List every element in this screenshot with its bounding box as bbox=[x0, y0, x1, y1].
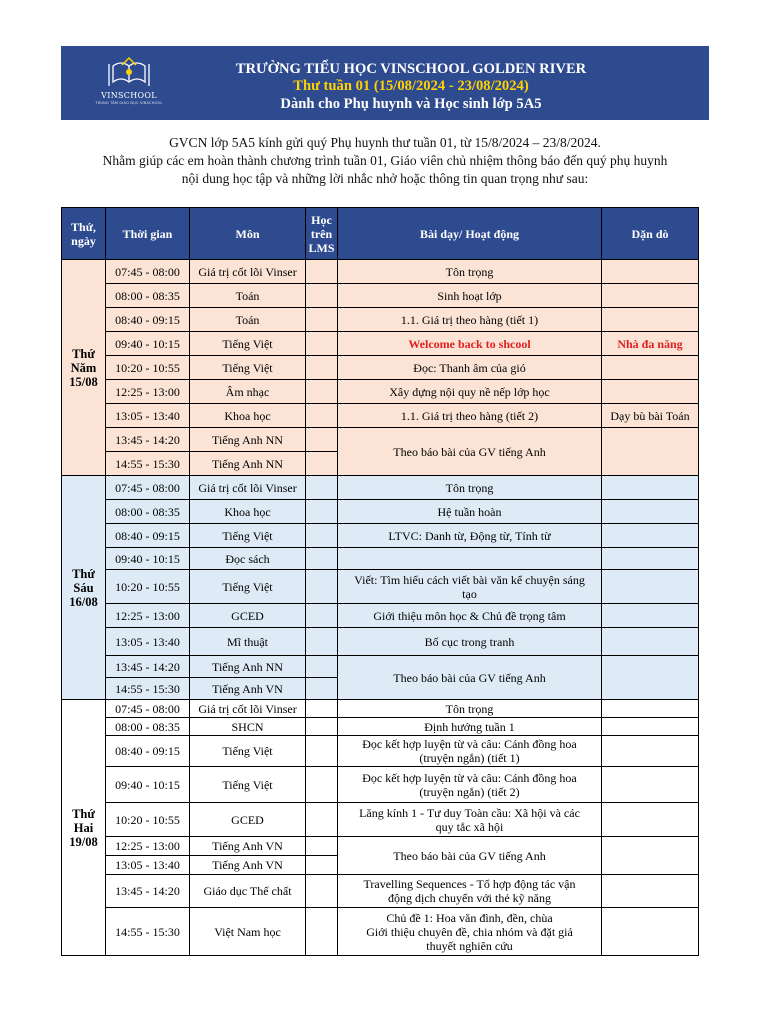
notes-cell bbox=[602, 260, 699, 284]
lms-cell bbox=[306, 452, 338, 476]
activity-cell: Tôn trọng bbox=[338, 700, 602, 718]
notes-cell bbox=[602, 356, 699, 380]
intro-line: nội dung học tập và những lời nhắc nhở hoặc thông tin quan trọng như sau: bbox=[181, 171, 589, 186]
subject-cell: Việt Nam học bbox=[190, 908, 306, 956]
notes-cell bbox=[602, 476, 699, 500]
lms-cell bbox=[306, 524, 338, 548]
activity-cell: Sinh hoạt lớp bbox=[338, 284, 602, 308]
lms-cell bbox=[306, 476, 338, 500]
logo-text: VINSCHOOL bbox=[101, 91, 157, 100]
notes-cell bbox=[602, 524, 699, 548]
lms-cell bbox=[306, 428, 338, 452]
time-cell: 13:05 - 13:40 bbox=[106, 856, 190, 875]
subject-cell: Toán bbox=[190, 308, 306, 332]
notes-cell bbox=[602, 380, 699, 404]
table-row bbox=[62, 656, 699, 678]
table-row bbox=[62, 628, 699, 656]
time-cell: 08:00 - 08:35 bbox=[106, 500, 190, 524]
activity-cell: LTVC: Danh từ, Động từ, Tính từ bbox=[338, 524, 602, 548]
table-row bbox=[62, 570, 699, 604]
time-cell: 08:40 - 09:15 bbox=[106, 736, 190, 767]
lms-cell bbox=[306, 736, 338, 767]
activity-cell: Hệ tuần hoàn bbox=[338, 500, 602, 524]
subject-cell: Tiếng Anh NN bbox=[190, 428, 306, 452]
subject-cell: Giá trị cốt lõi Vinser bbox=[190, 700, 306, 718]
day-cell: Thứ Hai 19/08 bbox=[62, 700, 106, 956]
lms-cell bbox=[306, 837, 338, 856]
time-cell: 07:45 - 08:00 bbox=[106, 476, 190, 500]
subject-cell: Tiếng Anh VN bbox=[190, 837, 306, 856]
header-time: Thời gian bbox=[106, 208, 190, 260]
activity-cell: Đọc: Thanh âm của gió bbox=[338, 356, 602, 380]
time-cell: 08:00 - 08:35 bbox=[106, 284, 190, 308]
table-row bbox=[62, 476, 699, 500]
notes-cell bbox=[602, 570, 699, 604]
subject-cell: Tiếng Việt bbox=[190, 736, 306, 767]
subject-cell: Giá trị cốt lõi Vinser bbox=[190, 476, 306, 500]
activity-cell: Viết: Tìm hiểu cách viết bài văn kể chuyện sáng tạo bbox=[338, 570, 602, 604]
notes-cell: Dạy bù bài Toán bbox=[602, 404, 699, 428]
intro-line: Nhằm giúp các em hoàn thành chương trình tuần 01, Giáo viên chủ nhiệm thông báo đến quý phụ huynh bbox=[102, 153, 668, 168]
time-cell: 13:45 - 14:20 bbox=[106, 656, 190, 678]
activity-cell: Định hướng tuần 1 bbox=[338, 718, 602, 736]
notes-cell bbox=[602, 767, 699, 803]
subject-cell: Giáo dục Thể chất bbox=[190, 875, 306, 908]
notes-cell bbox=[602, 736, 699, 767]
time-cell: 07:45 - 08:00 bbox=[106, 260, 190, 284]
lms-cell bbox=[306, 908, 338, 956]
day-cell: Thứ Sáu 16/08 bbox=[62, 476, 106, 700]
lms-cell bbox=[306, 284, 338, 308]
table-row bbox=[62, 700, 699, 718]
notes-cell bbox=[602, 803, 699, 837]
lms-cell bbox=[306, 856, 338, 875]
subject-cell: Khoa học bbox=[190, 404, 306, 428]
notes-cell bbox=[602, 718, 699, 736]
notes-cell bbox=[602, 700, 699, 718]
table-row bbox=[62, 718, 699, 736]
time-cell: 09:40 - 10:15 bbox=[106, 332, 190, 356]
subject-cell: GCED bbox=[190, 604, 306, 628]
activity-cell: Travelling Sequences - Tổ hợp động tác vận động dịch chuyển với thẻ kỹ năng bbox=[338, 875, 602, 908]
table-row bbox=[62, 524, 699, 548]
time-cell: 12:25 - 13:00 bbox=[106, 604, 190, 628]
subject-cell: Tiếng Anh VN bbox=[190, 678, 306, 700]
lms-cell bbox=[306, 628, 338, 656]
table-header-row bbox=[62, 208, 699, 260]
activity-cell: 1.1. Giá trị theo hàng (tiết 2) bbox=[338, 404, 602, 428]
time-cell: 13:45 - 14:20 bbox=[106, 875, 190, 908]
table-row bbox=[62, 332, 699, 356]
subject-cell: Tiếng Việt bbox=[190, 356, 306, 380]
subject-cell: Tiếng Anh NN bbox=[190, 452, 306, 476]
activity-cell: Theo báo bài của GV tiếng Anh bbox=[338, 656, 602, 700]
table-row bbox=[62, 500, 699, 524]
time-cell: 14:55 - 15:30 bbox=[106, 678, 190, 700]
lms-cell bbox=[306, 260, 338, 284]
time-cell: 10:20 - 10:55 bbox=[106, 356, 190, 380]
activity-cell: Xây dựng nội quy nề nếp lớp học bbox=[338, 380, 602, 404]
time-cell: 08:00 - 08:35 bbox=[106, 718, 190, 736]
book-crest-icon bbox=[107, 56, 151, 90]
table-row bbox=[62, 308, 699, 332]
intro-paragraph bbox=[40, 134, 730, 188]
lms-cell bbox=[306, 500, 338, 524]
activity-cell: 1.1. Giá trị theo hàng (tiết 1) bbox=[338, 308, 602, 332]
notes-cell bbox=[602, 628, 699, 656]
lms-cell bbox=[306, 380, 338, 404]
notes-cell bbox=[602, 548, 699, 570]
logo-subtext: TRUNG TÂM GIÁO DỤC VINSCHOOL bbox=[95, 101, 163, 105]
time-cell: 10:20 - 10:55 bbox=[106, 570, 190, 604]
lms-cell bbox=[306, 700, 338, 718]
subject-cell: SHCN bbox=[190, 718, 306, 736]
time-cell: 08:40 - 09:15 bbox=[106, 308, 190, 332]
subject-cell: Tiếng Việt bbox=[190, 570, 306, 604]
activity-cell: Tôn trọng bbox=[338, 476, 602, 500]
lms-cell bbox=[306, 656, 338, 678]
intro-line: GVCN lớp 5A5 kính gửi quý Phụ huynh thư tuần 01, từ 15/8/2024 – 23/8/2024. bbox=[169, 135, 601, 150]
header-day: Thứ, ngày bbox=[62, 208, 106, 260]
lms-cell bbox=[306, 308, 338, 332]
time-cell: 08:40 - 09:15 bbox=[106, 524, 190, 548]
activity-cell: Theo báo bài của GV tiếng Anh bbox=[338, 428, 602, 476]
activity-cell: Bố cục trong tranh bbox=[338, 628, 602, 656]
lms-cell bbox=[306, 718, 338, 736]
lms-cell bbox=[306, 332, 338, 356]
table-row bbox=[62, 604, 699, 628]
subject-cell: Tiếng Việt bbox=[190, 332, 306, 356]
table-row bbox=[62, 404, 699, 428]
subject-cell: Giá trị cốt lõi Vinser bbox=[190, 260, 306, 284]
table-row bbox=[62, 908, 699, 956]
table-row bbox=[62, 284, 699, 308]
activity-cell: Giới thiệu môn học & Chủ đề trọng tâm bbox=[338, 604, 602, 628]
notes-cell bbox=[602, 908, 699, 956]
subject-cell: GCED bbox=[190, 803, 306, 837]
notes-cell bbox=[602, 604, 699, 628]
lms-cell bbox=[306, 803, 338, 837]
notes-cell bbox=[602, 875, 699, 908]
activity-cell: Lăng kính 1 - Tư duy Toàn cầu: Xã hội và các quy tắc xã hội bbox=[338, 803, 602, 837]
activity-cell bbox=[338, 548, 602, 570]
table-row bbox=[62, 736, 699, 767]
header-banner bbox=[61, 46, 709, 120]
time-cell: 09:40 - 10:15 bbox=[106, 548, 190, 570]
table-row bbox=[62, 837, 699, 856]
table-row bbox=[62, 767, 699, 803]
subject-cell: Tiếng Anh NN bbox=[190, 656, 306, 678]
table-row bbox=[62, 428, 699, 452]
subject-cell: Tiếng Việt bbox=[190, 524, 306, 548]
notes-cell bbox=[602, 837, 699, 875]
activity-cell-highlight: Welcome back to shcool bbox=[338, 332, 602, 356]
time-cell: 13:05 - 13:40 bbox=[106, 628, 190, 656]
header-activity: Bài dạy/ Hoạt động bbox=[338, 208, 602, 260]
schedule-table bbox=[61, 207, 699, 956]
time-cell: 12:25 - 13:00 bbox=[106, 837, 190, 856]
subject-cell: Tiếng Anh VN bbox=[190, 856, 306, 875]
lms-cell bbox=[306, 356, 338, 380]
audience-title: Dành cho Phụ huynh và Học sinh lớp 5A5 bbox=[280, 96, 542, 112]
activity-cell: Chủ đề 1: Hoa văn đình, đền, chùa Giới thiệu chuyên đề, chia nhóm và đặt giả thuyết nghiên cứu bbox=[338, 908, 602, 956]
notes-cell-highlight: Nhà đa năng bbox=[602, 332, 699, 356]
time-cell: 13:45 - 14:20 bbox=[106, 428, 190, 452]
table-row bbox=[62, 875, 699, 908]
time-cell: 07:45 - 08:00 bbox=[106, 700, 190, 718]
subject-cell: Mĩ thuật bbox=[190, 628, 306, 656]
time-cell: 12:25 - 13:00 bbox=[106, 380, 190, 404]
time-cell: 10:20 - 10:55 bbox=[106, 803, 190, 837]
subject-cell: Âm nhạc bbox=[190, 380, 306, 404]
notes-cell bbox=[602, 428, 699, 476]
table-row bbox=[62, 260, 699, 284]
lms-cell bbox=[306, 678, 338, 700]
lms-cell bbox=[306, 404, 338, 428]
time-cell: 13:05 - 13:40 bbox=[106, 404, 190, 428]
table-row bbox=[62, 548, 699, 570]
notes-cell bbox=[602, 308, 699, 332]
table-row bbox=[62, 380, 699, 404]
table-row bbox=[62, 356, 699, 380]
header-notes: Dặn dò bbox=[602, 208, 699, 260]
table-row bbox=[62, 803, 699, 837]
subject-cell: Khoa học bbox=[190, 500, 306, 524]
week-title: Thư tuần 01 (15/08/2024 - 23/08/2024) bbox=[293, 78, 529, 94]
lms-cell bbox=[306, 570, 338, 604]
lms-cell bbox=[306, 767, 338, 803]
time-cell: 09:40 - 10:15 bbox=[106, 767, 190, 803]
school-title: TRƯỜNG TIỂU HỌC VINSCHOOL GOLDEN RIVER bbox=[235, 61, 587, 77]
activity-cell: Tôn trọng bbox=[338, 260, 602, 284]
activity-cell: Theo báo bài của GV tiếng Anh bbox=[338, 837, 602, 875]
lms-cell bbox=[306, 548, 338, 570]
activity-cell: Đọc kết hợp luyện từ và câu: Cánh đồng hoa (truyện ngắn) (tiết 2) bbox=[338, 767, 602, 803]
subject-cell: Toán bbox=[190, 284, 306, 308]
lms-cell bbox=[306, 604, 338, 628]
notes-cell bbox=[602, 656, 699, 700]
activity-cell: Đọc kết hợp luyện từ và câu: Cánh đồng hoa (truyện ngắn) (tiết 1) bbox=[338, 736, 602, 767]
notes-cell bbox=[602, 284, 699, 308]
lms-cell bbox=[306, 875, 338, 908]
header-lms: Học trên LMS bbox=[306, 208, 338, 260]
time-cell: 14:55 - 15:30 bbox=[106, 908, 190, 956]
notes-cell bbox=[602, 500, 699, 524]
time-cell: 14:55 - 15:30 bbox=[106, 452, 190, 476]
subject-cell: Đọc sách bbox=[190, 548, 306, 570]
subject-cell: Tiếng Việt bbox=[190, 767, 306, 803]
day-cell: Thứ Năm 15/08 bbox=[62, 260, 106, 476]
header-subject: Môn bbox=[190, 208, 306, 260]
